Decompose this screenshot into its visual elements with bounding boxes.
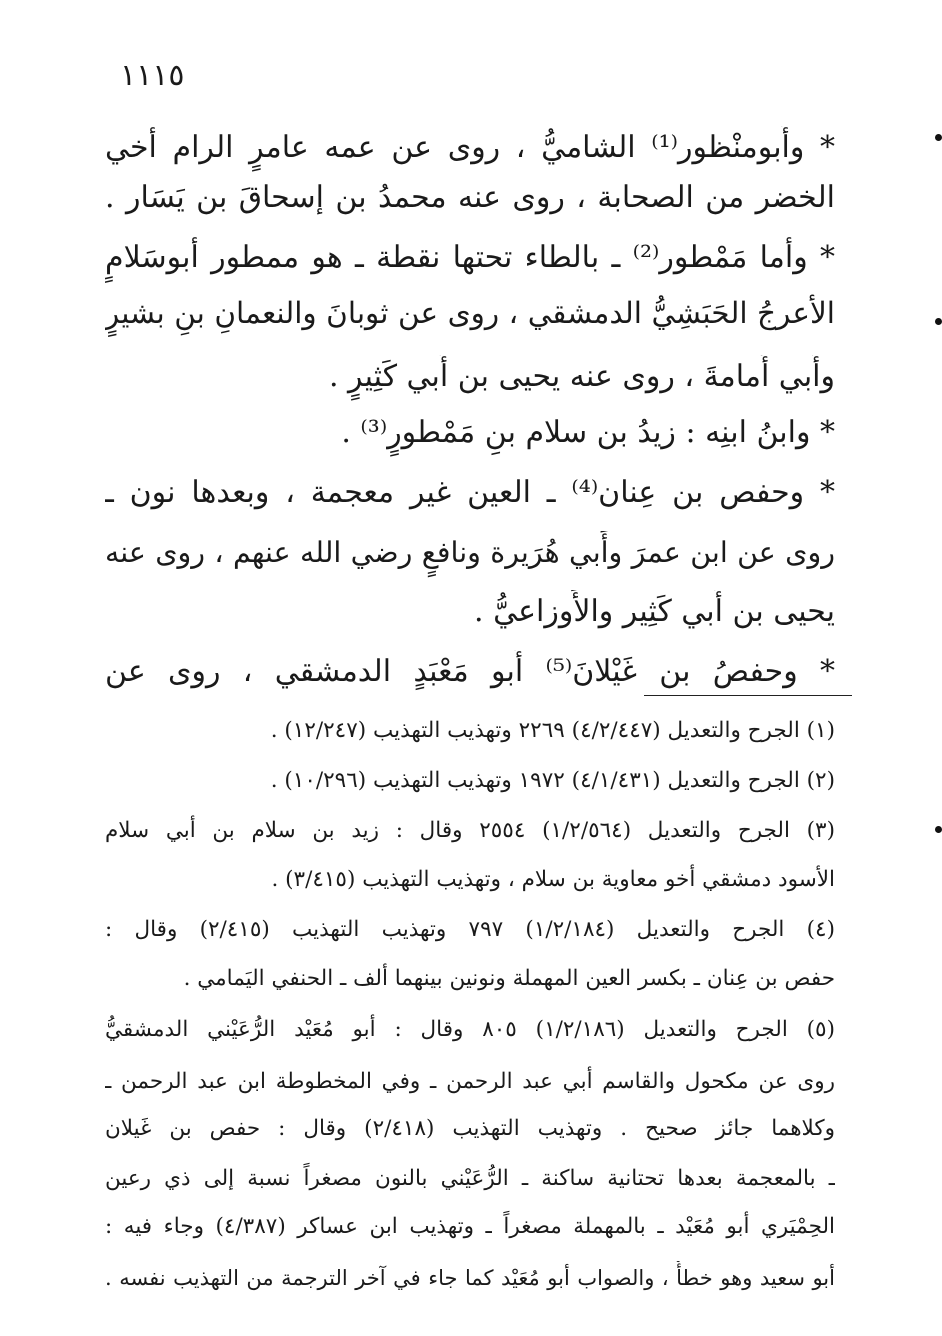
margin-mark	[935, 134, 942, 141]
footnote-line: وكلاهما جائز صحيح . وتهذيب التهذيب (٢/٤١٨) وقال : حفص بن غَيلان	[105, 1116, 835, 1141]
margin-mark	[935, 826, 942, 833]
main-line: * وحفص بن عِنان⁽⁴⁾ ـ العين غير معجمة ، وبعدها نون ـ	[105, 475, 835, 510]
footnote-line: (٥) الجرح والتعديل (١/٢/١٨٦) ٨٠٥ وقال : أبو مُعَيْد الرُّعَيْني الدمشقيُّ	[105, 1017, 835, 1042]
main-line: * وحفصُ بن غَيْلانَ⁽⁵⁾ أَبو مَعْبَدٍ الدمشقي ، روى عن	[105, 654, 835, 689]
main-line: يحيى بن أَبي كَثِير والأَوزاعيُّ .	[474, 594, 835, 629]
margin-mark	[935, 318, 942, 325]
footnote-line: ـ بالمعجمة بعدها تحتانية ساكنة ـ الرُّعَيْني بالنون مصغراً نسبة إلى ذي رعين	[105, 1166, 835, 1191]
main-line: وأَبي أُمامةَ ، روى عنه يحيى بن أَبي كَثِيرٍ .	[328, 359, 835, 394]
footnote-line: روى عن مكحول والقاسم أبي عبد الرحمن ـ وفي المخطوطة ابن عبد الرحمن ـ	[105, 1069, 835, 1094]
footnote-line: (٢) الجرح والتعديل (٤/١/٤٣١) ١٩٧٢ وتهذيب التهذيب (١٠/٢٩٦) .	[270, 768, 835, 793]
footnote-line: الحِمْيَري أبو مُعَيْد ـ بالمهملة مصغراً ـ وتهذيب ابن عساكر (٤/٣٨٧) وجاء فيه :	[105, 1214, 835, 1239]
page-number: ١١١٥	[120, 58, 185, 93]
main-line: * وابنُ ابنِه : زيدُ بن سلام بنِ مَمْطورٍ⁽³⁾ .	[341, 415, 835, 450]
main-line: * وأما مَمْطور⁽²⁾ ـ بالطاء تحتها نقطة ـ هو ممطور أبوسَلامٍ	[105, 240, 835, 275]
footnote-line: حفص بن عِنان ـ بكسر العين المهملة ونونين بينهما ألف ـ الحنفي اليَمامي .	[183, 966, 835, 991]
main-line: روى عن ابن عمرَ وأَبي هُرَيرة ونافعٍ رضي الله عنهم ، روى عنه	[105, 536, 835, 569]
main-line: الخضر من الصحابة ، روى عنه محمدُ بن إسحاقَ بن يَسَار .	[105, 180, 835, 215]
footnote-line: (١) الجرح والتعديل (٤/٢/٤٤٧) ٢٢٦٩ وتهذيب التهذيب (١٢/٢٤٧) .	[270, 718, 835, 743]
footnote-line: أبو سعيد وهو خطأٌ ، والصواب أبو مُعَيْد كما جاء في آخر الترجمة من التهذيب نفسه .	[105, 1266, 835, 1290]
footnote-separator	[644, 695, 852, 696]
main-line: * وأَبومنْظور⁽¹⁾ الشاميُّ ، روى عن عمه عامرٍ الرام أخي	[105, 130, 835, 165]
footnote-line: (٣) الجرح والتعديل (١/٢/٥٦٤) ٢٥٥٤ وقال : زيد بن سلام بن أبي سلام	[105, 818, 835, 843]
footnote-line: (٤) الجرح والتعديل (١/٢/١٨٤) ٧٩٧ وتهذيب التهذيب (٢/٤١٥) وقال :	[105, 917, 835, 942]
footnote-line: الأسود دمشقي أخو معاوية بن سلام ، وتهذيب التهذيب (٣/٤١٥) .	[271, 867, 835, 892]
main-line: الأعرجُ الحَبَشِيُّ الدمشقي ، روى عن ثوبانَ والنعمانِ بنِ بشيرٍ	[105, 296, 835, 330]
